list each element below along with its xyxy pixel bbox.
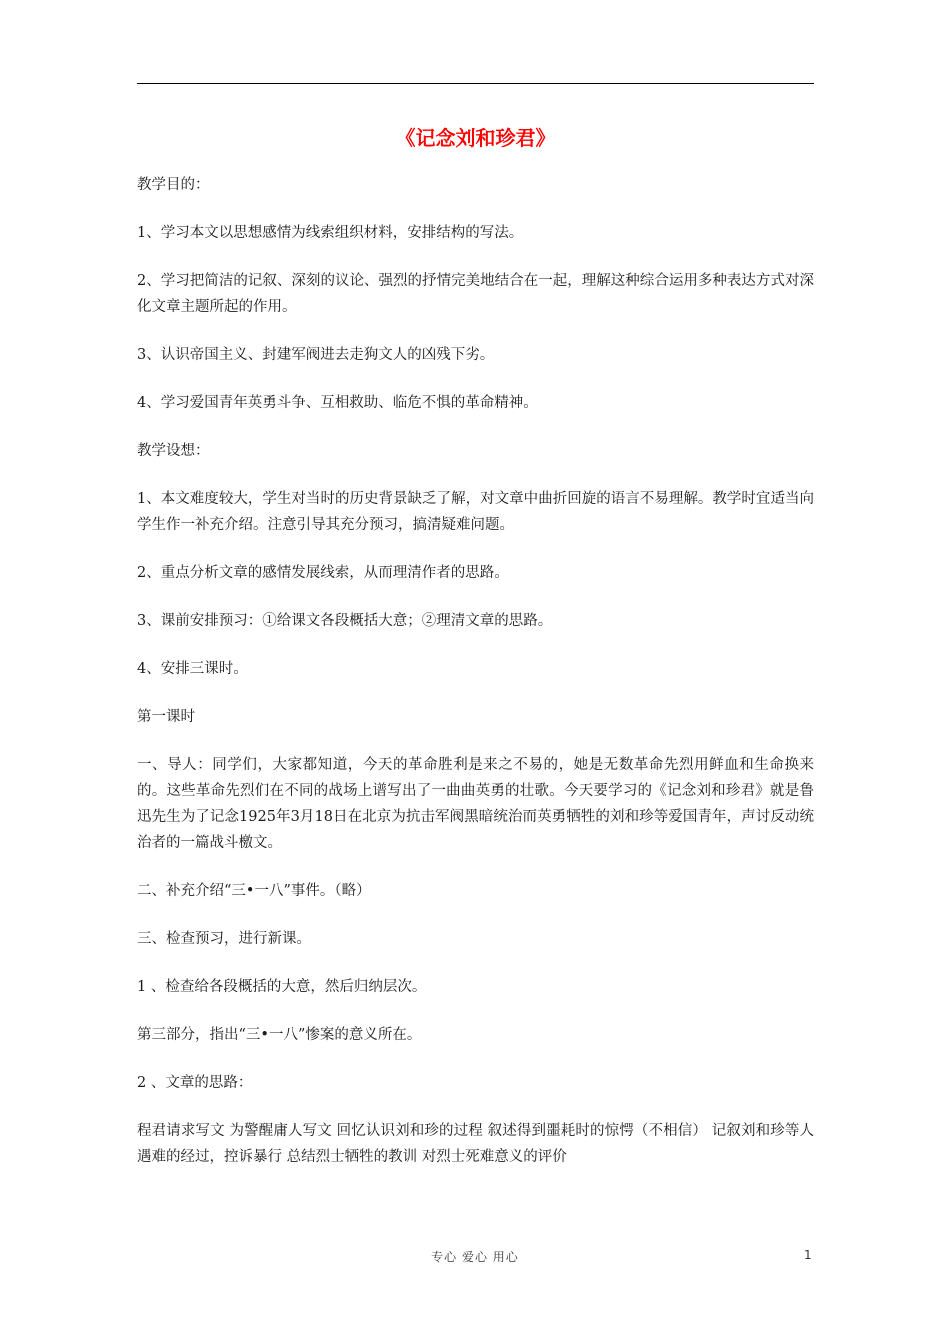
objective-item: 3、认识帝国主义、封建军阀进去走狗文人的凶残下劣。 xyxy=(137,347,495,363)
section-heading-objectives: 教学目的： xyxy=(137,177,210,193)
design-item: 1、本文难度较大，学生对当时的历史背景缺乏了解，对文章中曲折回旋的语言不易理解。教学时宜适当向学生作一补充介绍。注意引导其充分预习，搞清疑难问题。 xyxy=(137,491,814,533)
design-item: 2、重点分析文章的感情发展线索，从而理清作者的思路。 xyxy=(137,565,509,581)
lesson-paragraph: 2 、文章的思路： xyxy=(137,1075,253,1091)
lesson-paragraph: 第三部分，指出“三•一八”惨案的意义所在。 xyxy=(137,1027,422,1043)
lesson-paragraph: 程君请求写文 为警醒庸人写文 回忆认识刘和珍的过程 叙述得到噩耗时的惊愕（不相信） 记叙刘和珍等人遇难的经过，控诉暴行 总结烈士牺牲的教训 对烈士死难意义的评价 xyxy=(137,1123,814,1165)
header-rule xyxy=(137,83,814,84)
objective-item: 1、学习本文以思想感情为线索组织材料，安排结构的写法。 xyxy=(137,225,524,241)
document-body xyxy=(137,172,814,1192)
footer-slogan: 专心 爱心 用心 xyxy=(431,1250,519,1264)
section-heading-lesson-one: 第一课时 xyxy=(137,709,195,725)
page-number: 1 xyxy=(804,1248,812,1262)
objective-item: 2、学习把简洁的记叙、深刻的议论、强烈的抒情完美地结合在一起，理解这种综合运用多种表达方式对深化文章主题所起的作用。 xyxy=(137,273,814,315)
lesson-paragraph: 三、检查预习，进行新课。 xyxy=(137,931,311,947)
lesson-paragraph: 一、导人：同学们，大家都知道，今天的革命胜利是来之不易的，她是无数革命先烈用鲜血和生命换来的。这些革命先烈们在不同的战场上谱写出了一曲曲英勇的壮歌。今天要学习的《记念刘和珍君》就是鲁迅先生为了记念1925年3月18日在北京为抗击军阀黑暗统治而英勇牺牲的刘和珍等爱国青年，声讨反动统治者的一篇战斗檄文。 xyxy=(137,757,814,851)
document-title: 《记念刘和珍君》 xyxy=(395,126,556,150)
design-item: 4、安排三课时。 xyxy=(137,661,248,677)
objective-item: 4、学习爱国青年英勇斗争、互相救助、临危不惧的革命精神。 xyxy=(137,395,538,411)
design-item: 3、课前安排预习：①给课文各段概括大意；②理清文章的思路。 xyxy=(137,613,553,629)
lesson-paragraph: 二、补充介绍“三•一八”事件。（略） xyxy=(137,883,371,899)
section-heading-design: 教学设想： xyxy=(137,443,210,459)
lesson-paragraph: 1 、检查给各段概括的大意，然后归纳层次。 xyxy=(137,979,427,995)
